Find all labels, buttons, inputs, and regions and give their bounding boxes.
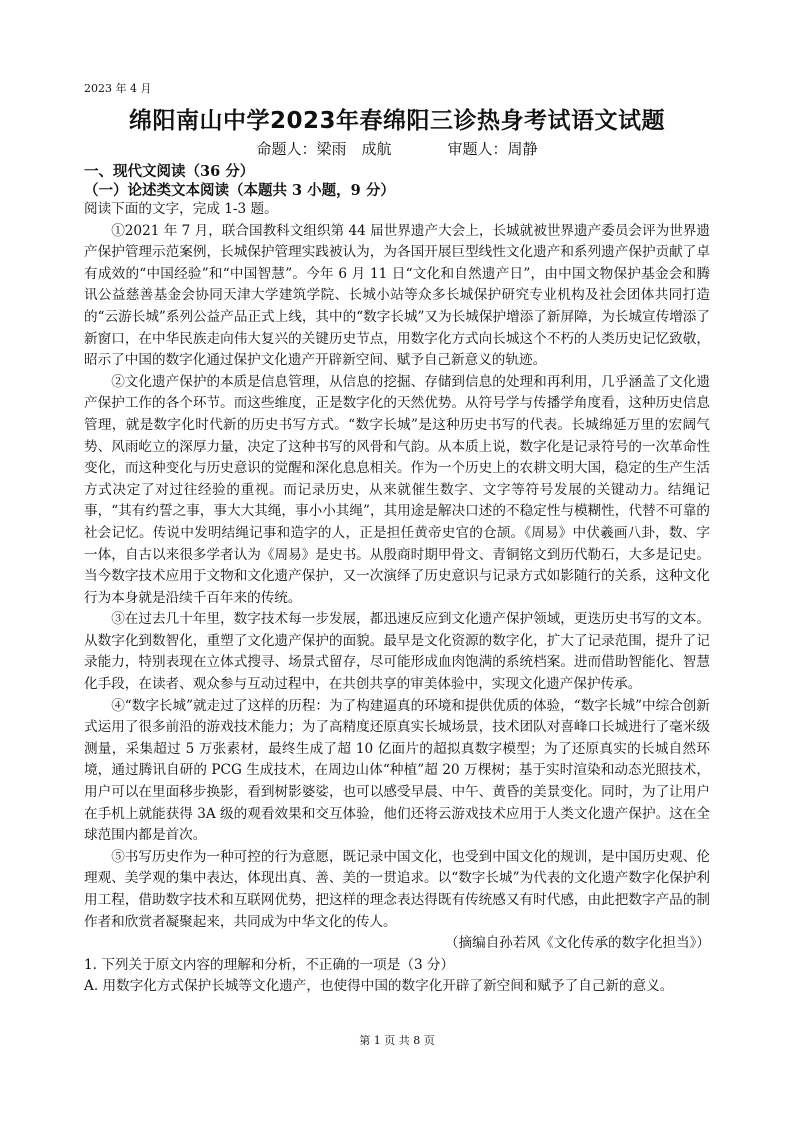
paragraph-2: ②文化遗产保护的本质是信息管理，从信息的挖掘、存储到信息的处理和再利用，几乎涵盖了文化遗产保护工作的各个环节。而这些维度，正是数字化的天然优势。从符号学与传播学角度看，这种历史信息管理，就是数字化时代新的历史书写方式。“数字长城”是这种历史书写的代表。长城绵延万里的宏阔气势、风雨屹立的深厚力量，决定了这种书写的风骨和气韵。从本质上说，数字化是记录符号的一次革命性变化，而这种变化与历史意识的觉醒和深化息息相关。作为一个历史上的农耕文明大国，稳定的生产生活方式决定了对过往经验的重视。而记录历史，从来就催生数字、文字等符号发展的关键动力。结绳记事，“其有约誓之事，事大大其绳，事小小其绳”，其用途是解决口述的不稳定性与模糊性，代替不可靠的社会记忆。传说中发明结绳记事和造字的人，正是担任黄帝史官的仓颉。《周易》中伏羲画八卦，数、字一体，自古以来很多学者认为《周易》是史书。从殷商时期甲骨文、青铜铭文到历代勒石，大多是记史。当今数字技术应用于文物和文化遗产保护，又一次演绎了历史意识与记录方式如影随行的关系，这种文化行为本身就是沿续千百年来的传统。	[84, 373, 710, 606]
paragraph-4: ④“数字长城”就走过了这样的历程：为了构建逼真的环境和提供优质的体验，“数字长城”中综合创新式运用了很多前沿的游戏技术能力；为了高精度还原真实长城场景，技术团队对喜峰口长城进行了毫米级测量，采集超过 5 万张素材，最终生成了超 10 亿面片的超拟真数字模型；为了还原真实的长城自然环境，通过腾讯自研的 PCG 生成技术，在周边山体“种植”超 20 万棵树；基于实时渲染和动态光照技术，用户可以在里面移步换影，看到树影婆娑，也可以感受早晨、中午、黄昏的美景变化。同时，为了让用户在手机上就能获得 3A 级的观看效果和交互体验，他们还将云游戏技术应用于人类文化遗产保护。这在全球范围内都是首次。	[84, 697, 710, 844]
source-citation: （摘编自孙若风《文化传承的数字化担当》）	[444, 935, 710, 952]
paragraph-3: ③在过去几十年里，数字技术每一步发展，都迅速反应到文化遗产保护领域，更迭历史书写的文本。从数字化到数智化，重塑了文化遗产保护的面貌。最早是文化资源的数字化，扩大了记录范围，提升了记录能力，特别表现在立体式搜寻、场景式留存，尽可能形成血肉饱满的系统档案。进而借助智能化、智慧化手段，在读者、观众参与互动过程中，在共创共享的审美体验中，实现文化遗产保护传承。	[84, 611, 710, 693]
subsection-heading: （一）论述类文本阅读（本题共 3 小题，9 分）	[84, 182, 395, 199]
paragraph-1: ①2021 年 7 月，联合国教科文组织第 44 届世界遗产大会上，长城就被世界遗产委员会评为世界遗产保护管理示范案例，长城保护管理实践被认为，为各国开展巨型线性文化遗产和系列遗产保护贡献了卓有成效的“中国经验”和“中国智慧”。今年 6 月 11 日“文化和自然遗产日”，由中国文物保护基金会和腾讯公益慈善基金会协同天津大学建筑学院、长城小站等众多长城保护研究专业机构及社会团体共同打造的“云游长城”系列公益产品正式上线，其中的“数字长城”又为长城保护增添了新屏障，为长城宣传增添了新窗口，在中华民族走向伟大复兴的关键历史节点，用数字化方式向长城这个不朽的人类历史记忆致敬，昭示了中国的数字化通过保护文化遗产开辟新空间、赋予自己新意义的轨迹。	[84, 222, 710, 369]
question-1-stem: 1. 下列关于原文内容的理解和分析，不正确的一项是（3 分）	[84, 956, 455, 973]
exam-title: 绵阳南山中学2023年春绵阳三诊热身考试语文试题	[128, 108, 665, 134]
exam-date: 2023 年 4 月	[84, 82, 152, 95]
section-heading: 一、现代文阅读（36 分）	[84, 163, 255, 180]
question-1-option-a: A. 用数字化方式保护长城等文化遗产，也使得中国的数字化开辟了新空间和赋予了自己新的意义。	[84, 978, 674, 995]
setter-line: 命题人：梁雨 成航	[256, 140, 392, 158]
instruction-line: 阅读下面的文字，完成 1-3 题。	[84, 201, 278, 217]
page-footer: 第 1 页 共 8 页	[359, 1034, 435, 1047]
exam-authors	[84, 138, 710, 159]
paragraph-5: ⑤书写历史作为一种可控的行为意愿，既记录中国文化，也受到中国文化的规训，是中国历史观、伦理观、美学观的集中表达，体现出真、善、美的一贯追求。以“数字长城”为代表的文化遗产数字化保护利用工程，借助数字技术和互联网优势，把这样的理念表达得既有传统感又有时代感，由此把数字产品的制作者和欣赏者凝聚起来，共同成为中华文化的传人。	[84, 848, 710, 930]
reading-passage	[84, 199, 710, 998]
reviewer-line: 审题人：周静	[447, 140, 538, 158]
